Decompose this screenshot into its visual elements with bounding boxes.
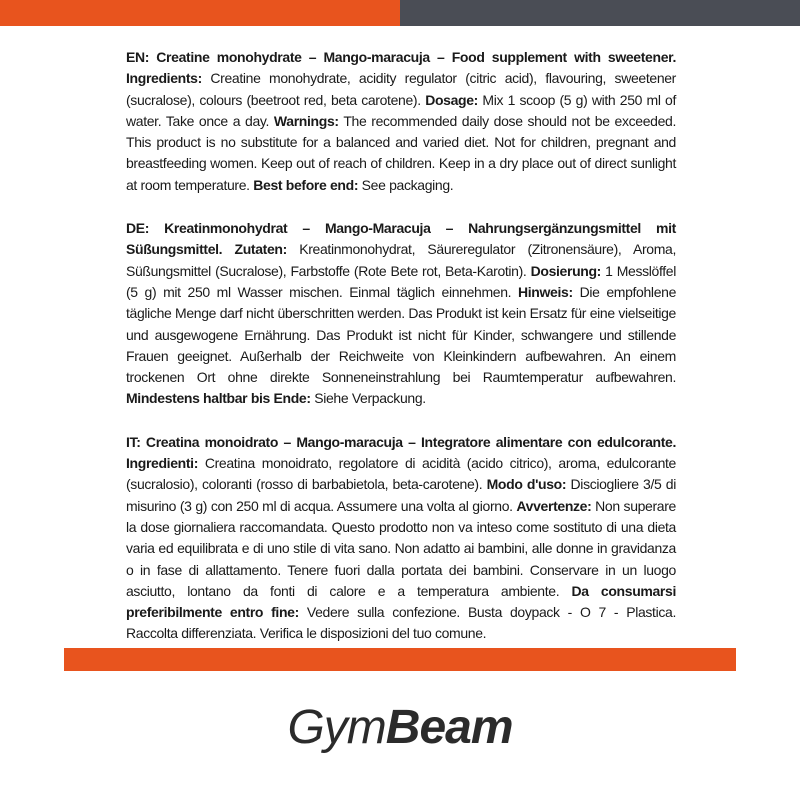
- section-it-paragraph: [126, 432, 676, 645]
- section-it: [126, 432, 676, 645]
- en-heading: EN: Creatine monohydrate – Mango-maracuja – Food supplement with sweetener. Ingredients:: [126, 49, 676, 87]
- it-ingredients: Creatina monoidrato, regolatore di acidità (acido citrico), aroma, edulcorante (sucralosio), coloranti (rosso di barbabietola, beta-carotene).: [126, 455, 676, 493]
- it-dosage-label: Modo d'uso:: [486, 476, 567, 493]
- top-accent-bar: [0, 0, 800, 26]
- it-heading: IT: Creatina monoidrato – Mango-maracuja – Integratore alimentare con edulcorante. Ingredienti:: [126, 433, 676, 472]
- section-de: [126, 218, 676, 410]
- logo-part-gym: Gym: [287, 701, 386, 754]
- en-warnings: The recommended daily dose should not be exceeded. This product is no substitute for a balanced and varied diet. Not for children, pregnant and breastfeeding women. Keep out of reach of children. Keep in a dry place out of direct sunlight at room temperature.: [126, 112, 676, 193]
- en-best-before: See packaging.: [358, 176, 454, 193]
- section-en: [126, 47, 676, 196]
- en-best-before-label: Best before end:: [253, 176, 359, 193]
- de-best-before: Siehe Verpackung.: [310, 390, 426, 407]
- de-heading: DE: Kreatinmonohydrat – Mango-Maracuja – Nahrungsergänzungsmittel mit Süßungsmittel. Zutaten:: [126, 220, 676, 258]
- gymbeam-logo: [0, 698, 800, 758]
- de-dosage-label: Dosierung:: [530, 262, 601, 279]
- en-warnings-label: Warnings:: [273, 112, 339, 129]
- en-dosage: Mix 1 scoop (5 g) with 250 ml of water. Take once a day.: [126, 91, 676, 129]
- it-best-before: Vedere sulla confezione. Busta doypack - O 7 - Plastica. Raccolta differenziata. Verifica le disposizioni del tuo comune.: [126, 604, 676, 642]
- top-bar-orange: [0, 0, 400, 26]
- it-warnings-label: Avvertenze:: [516, 497, 592, 514]
- en-dosage-label: Dosage:: [425, 91, 478, 108]
- label-text: [126, 47, 676, 667]
- it-warnings: Non superare la dose giornaliera raccomandata. Questo prodotto non va inteso come sostituto di una dieta varia ed equilibrata e di uno stile di vita sano. Non adatto ai bambini, alle donne in gravidanza o in fase di allattamento. Tenere fuori dalla portata dei bambini. Conservare in un luogo asciutto, lontano da fonti di calore e a temperatura ambiente.: [126, 497, 676, 599]
- it-dosage: Disciogliere 3/5 di misurino (3 g) con 250 ml di acqua. Assumere una volta al giorno.: [126, 476, 676, 514]
- logo-part-beam: Beam: [385, 701, 513, 754]
- section-de-paragraph: [126, 218, 676, 410]
- de-warnings-label: Hinweis:: [518, 283, 573, 300]
- top-bar-dark: [400, 0, 800, 26]
- section-en-paragraph: [126, 47, 676, 196]
- bottom-accent-bar: [64, 648, 736, 671]
- de-ingredients: Kreatinmonohydrat, Säureregulator (Zitronensäure), Aroma, Süßungsmittel (Sucralose), Farbstoffe (Rote Bete rot, Beta-Karotin).: [126, 241, 676, 279]
- de-best-before-label: Mindestens haltbar bis Ende:: [126, 390, 311, 407]
- de-dosage: 1 Messlöffel (5 g) mit 250 ml Wasser mischen. Einmal täglich einnehmen.: [126, 262, 676, 300]
- de-warnings: Die empfohlene tägliche Menge darf nicht überschritten werden. Das Produkt ist kein Ersatz für eine vielseitige und ausgewogene Ernährung. Das Produkt ist nicht für Kinder, schwangere und stillende Frauen geeignet. Außerhalb der Reichweite von Kleinkindern aufbewahren. An einem trockenen Ort ohne direkte Sonneneinstrahlung bei Raumtemperatur aufbewahren.: [126, 283, 677, 386]
- en-ingredients: Creatine monohydrate, acidity regulator (citric acid), flavouring, sweetener (sucralose), colours (beetroot red, beta carotene).: [126, 70, 676, 108]
- it-best-before-label: Da consumarsi preferibilmente entro fine:: [126, 582, 677, 621]
